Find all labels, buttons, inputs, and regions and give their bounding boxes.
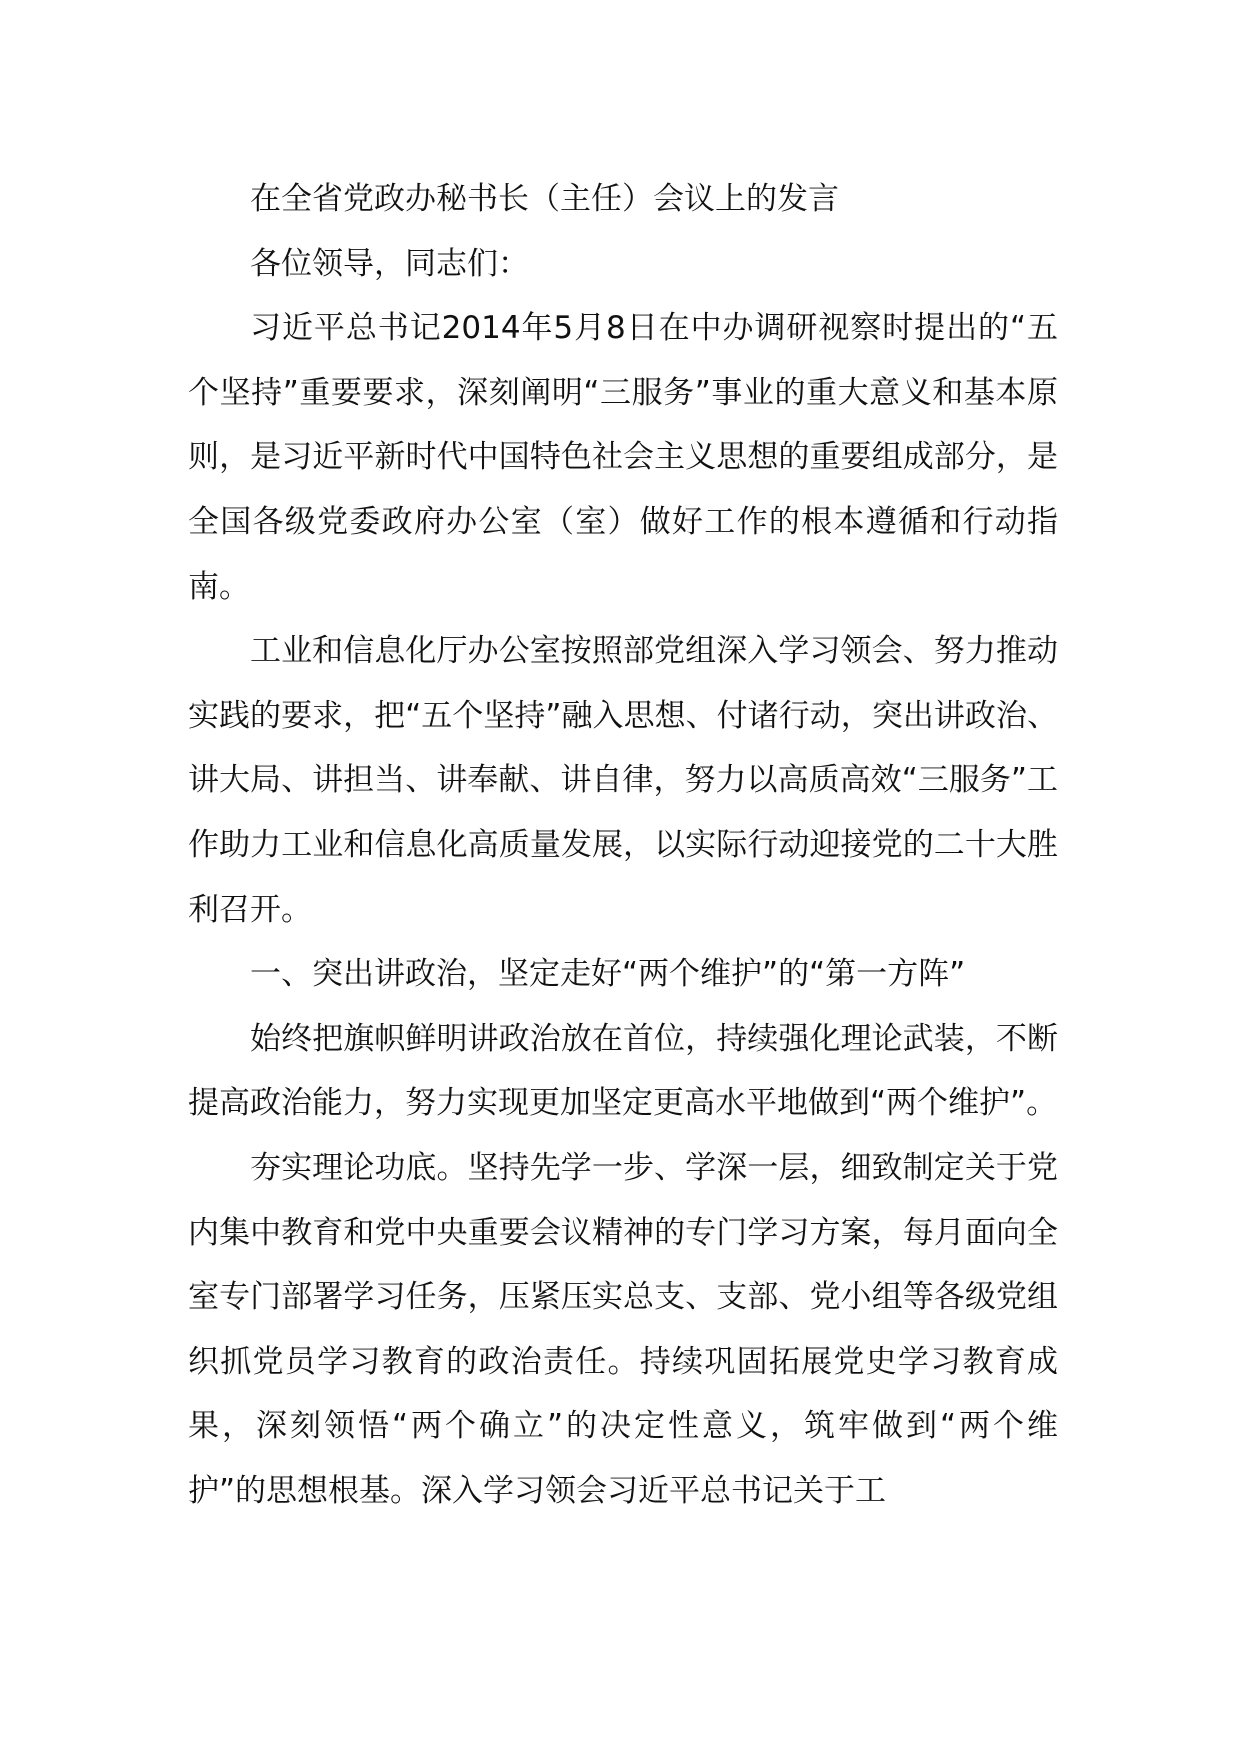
document-body (188, 167, 1058, 1523)
body-paragraph: 工业和信息化厅办公室按照部党组深入学习领会、努力推动实践的要求，把“五个坚持”融入思想、付诸行动，突出讲政治、讲大局、讲担当、讲奉献、讲自律，努力以高质高效“三服务”工作助力工业和信息化高质量发展，以实际行动迎接党的二十大胜利召开。 (188, 633, 1058, 928)
document-title: 在全省党政办秘书长（主任）会议上的发言 (250, 181, 839, 217)
section-heading: 一、突出讲政治，坚定走好“两个维护”的“第一方阵” (250, 956, 966, 993)
salutation: 各位领导，同志们： (250, 245, 529, 282)
body-paragraph: 始终把旗帜鲜明讲政治放在首位，持续强化理论武装，不断提高政治能力，努力实现更加坚定更高水平地做到“两个维护”。 (188, 1020, 1058, 1122)
body-paragraph: 习近平总书记2014年5月8日在中办调研视察时提出的“五个坚持”重要要求，深刻阐明“三服务”事业的重大意义和基本原则，是习近平新时代中国特色社会主义思想的重要组成部分，是全国各级党委政府办公室（室）做好工作的根本遵循和行动指南。 (188, 310, 1058, 605)
body-paragraph: 夯实理论功底。坚持先学一步、学深一层，细致制定关于党内集中教育和党中央重要会议精神的专门学习方案，每月面向全室专门部署学习任务，压紧压实总支、支部、党小组等各级党组织抓党员学习教育的政治责任。持续巩固拓展党史学习教育成果，深刻领悟“两个确立”的决定性意义，筑牢做到“两个维护”的思想根基。深入学习领会习近平总书记关于工 (188, 1149, 1058, 1509)
